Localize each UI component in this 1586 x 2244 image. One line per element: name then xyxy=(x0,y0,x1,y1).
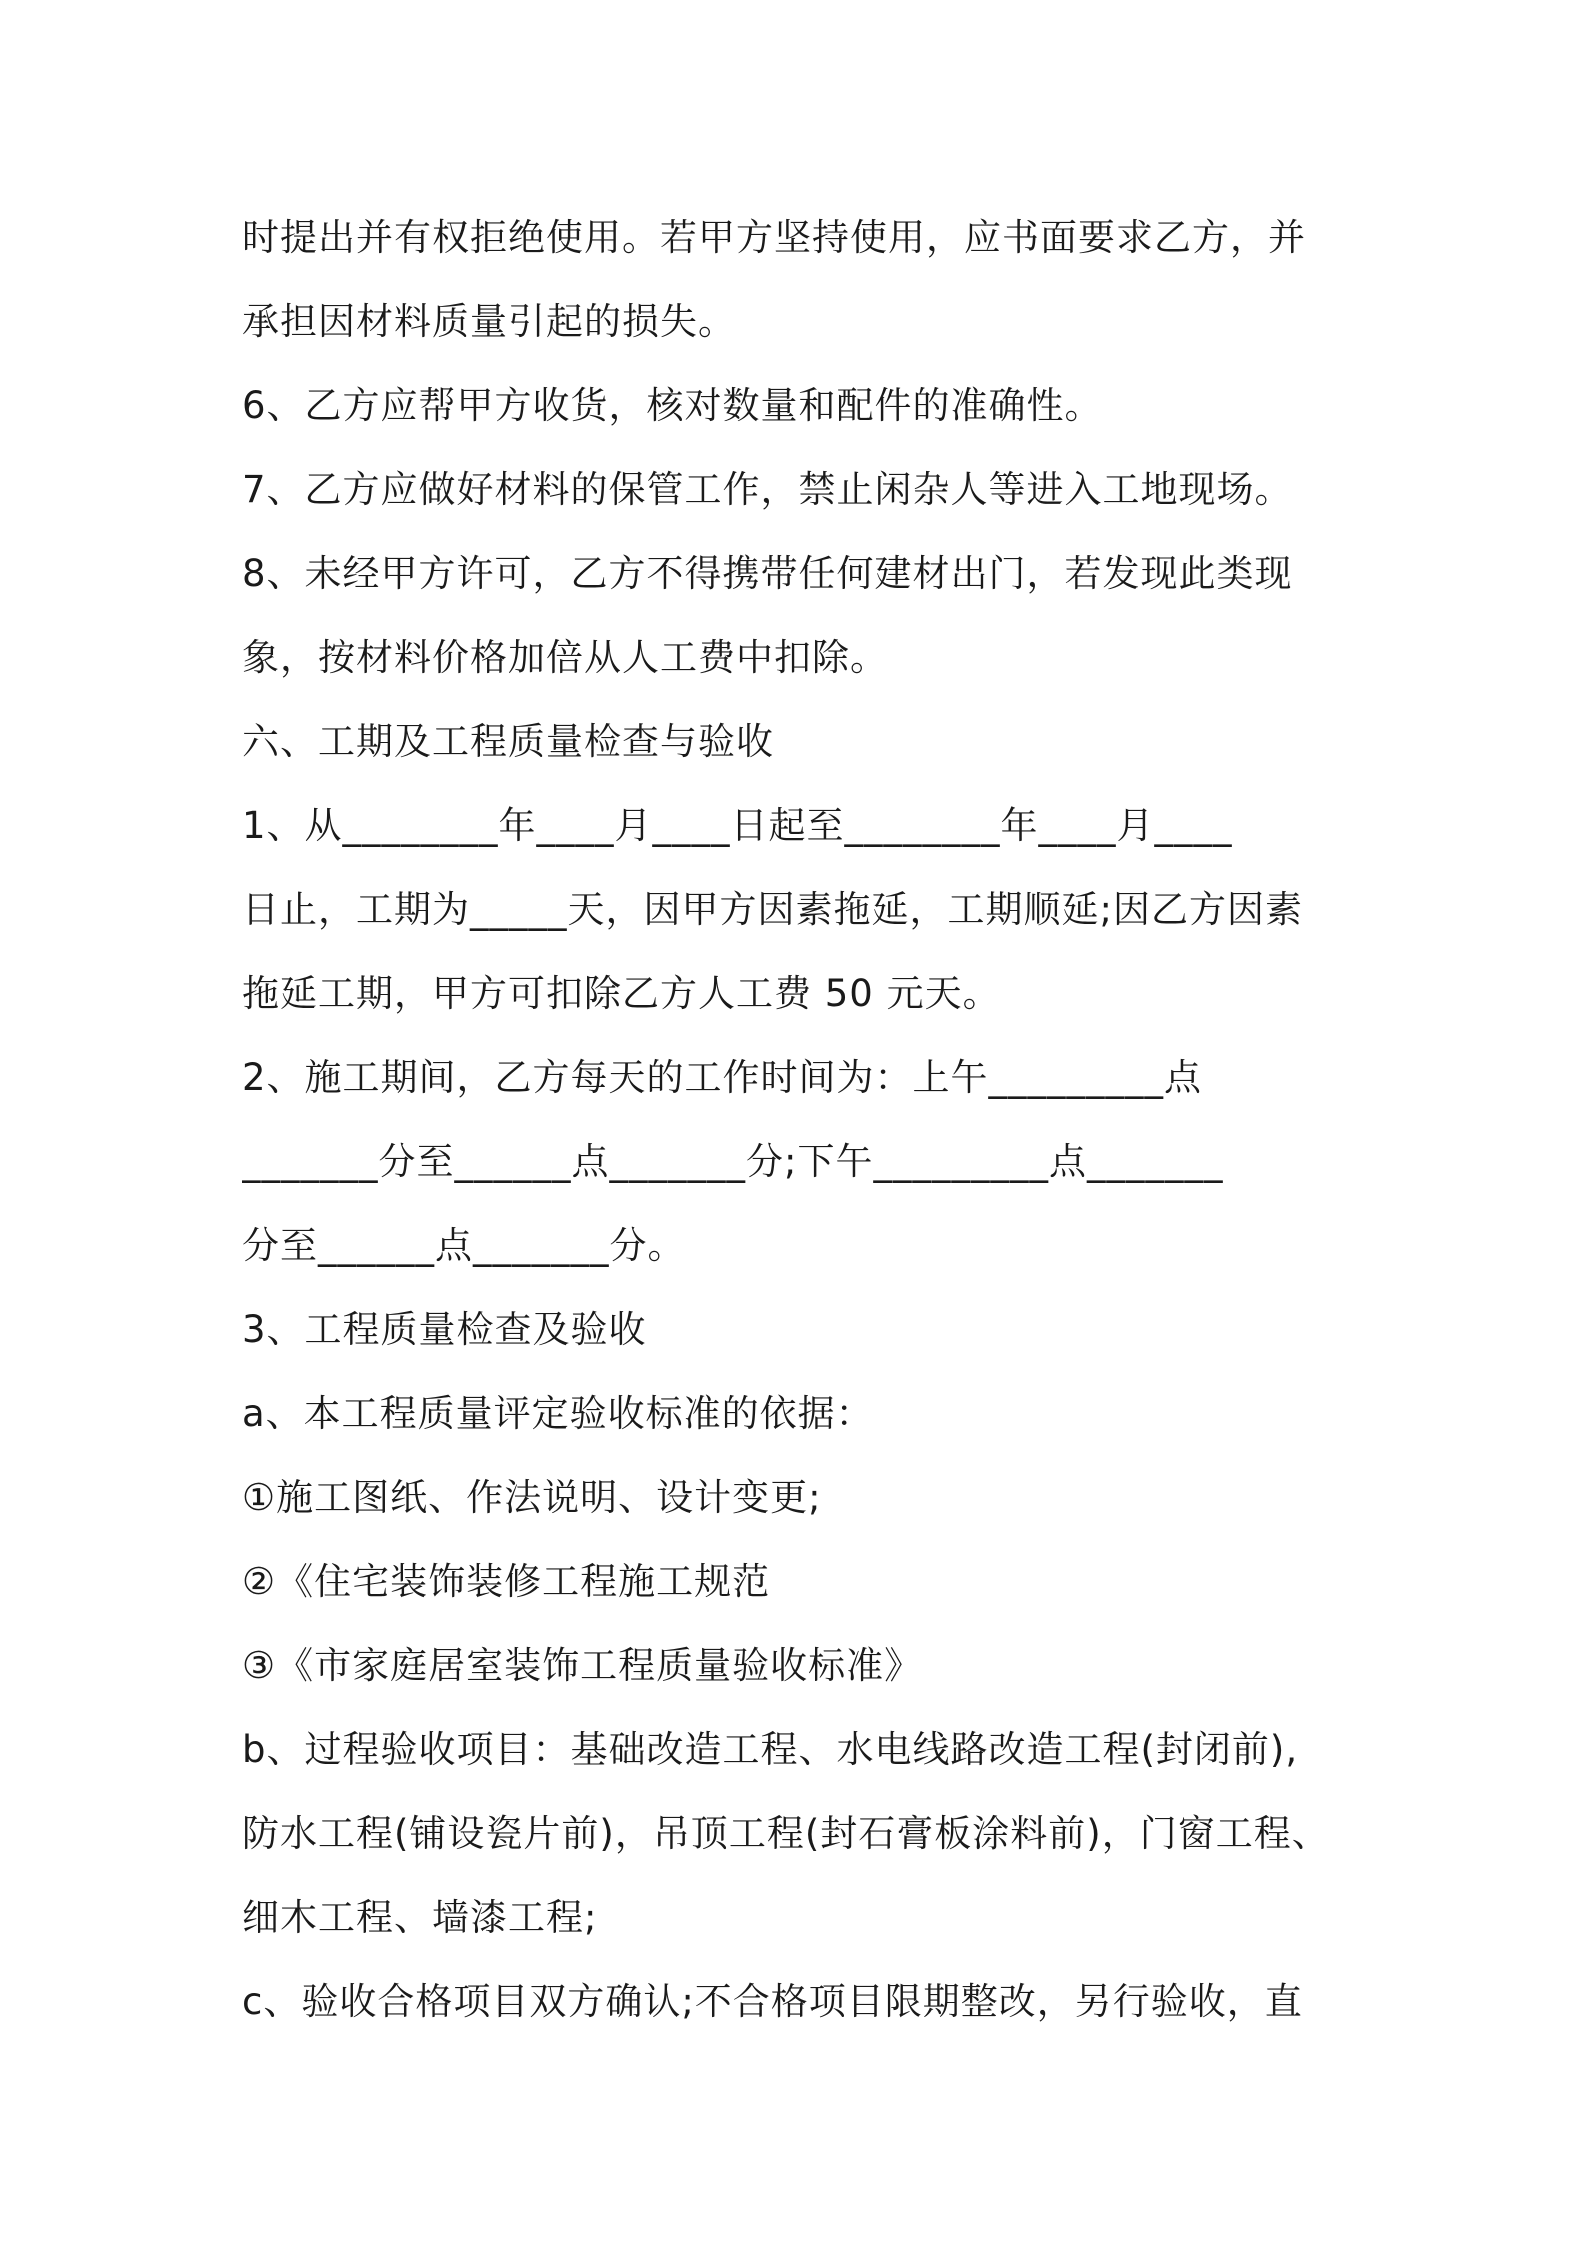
text-line: 时提出并有权拒绝使用。若甲方坚持使用，应书面要求乙方，并 xyxy=(242,216,1306,259)
text-line: _______分至______点_______分;下午_________点_______ xyxy=(242,1140,1224,1183)
text-line: 2、施工期间，乙方每天的工作时间为：上午_________点 xyxy=(242,1056,1203,1099)
text-line: 7、乙方应做好材料的保管工作，禁止闲杂人等进入工地现场。 xyxy=(242,468,1293,511)
text-line: ①施工图纸、作法说明、设计变更; xyxy=(242,1476,822,1519)
text-line: 防水工程(铺设瓷片前)，吊顶工程(封石膏板涂料前)，门窗工程、 xyxy=(242,1812,1330,1855)
text-line: ②《住宅装饰装修工程施工规范 xyxy=(242,1560,771,1603)
text-line: a、本工程质量评定验收标准的依据： xyxy=(242,1392,874,1435)
text-line: 6、乙方应帮甲方收货，核对数量和配件的准确性。 xyxy=(242,384,1103,427)
text-line: c、验收合格项目双方确认;不合格项目限期整改，另行验收，直 xyxy=(242,1980,1303,2023)
text-line: 1、从________年____月____日起至________年____月____ xyxy=(242,804,1233,847)
text-line: 细木工程、墙漆工程; xyxy=(242,1896,598,1939)
text-line: ③《市家庭居室装饰工程质量验收标准》 xyxy=(242,1644,923,1687)
text-line: 承担因材料质量引起的损失。 xyxy=(242,300,736,343)
text-line: 分至______点_______分。 xyxy=(242,1224,686,1267)
text-line: b、过程验收项目：基础改造工程、水电线路改造工程(封闭前), xyxy=(242,1728,1299,1771)
subsection-heading: 3、工程质量检查及验收 xyxy=(242,1308,647,1351)
text-line: 象，按材料价格加倍从人工费中扣除。 xyxy=(242,636,888,679)
text-line: 拖延工期，甲方可扣除乙方人工费 50 元天。 xyxy=(242,972,1001,1015)
section-heading: 六、工期及工程质量检查与验收 xyxy=(242,720,774,763)
text-line: 8、未经甲方许可，乙方不得携带任何建材出门，若发现此类现 xyxy=(242,552,1293,595)
contract-text-body xyxy=(242,196,1366,2044)
text-line: 日止，工期为_____天，因甲方因素拖延，工期顺延;因乙方因素 xyxy=(242,888,1303,931)
